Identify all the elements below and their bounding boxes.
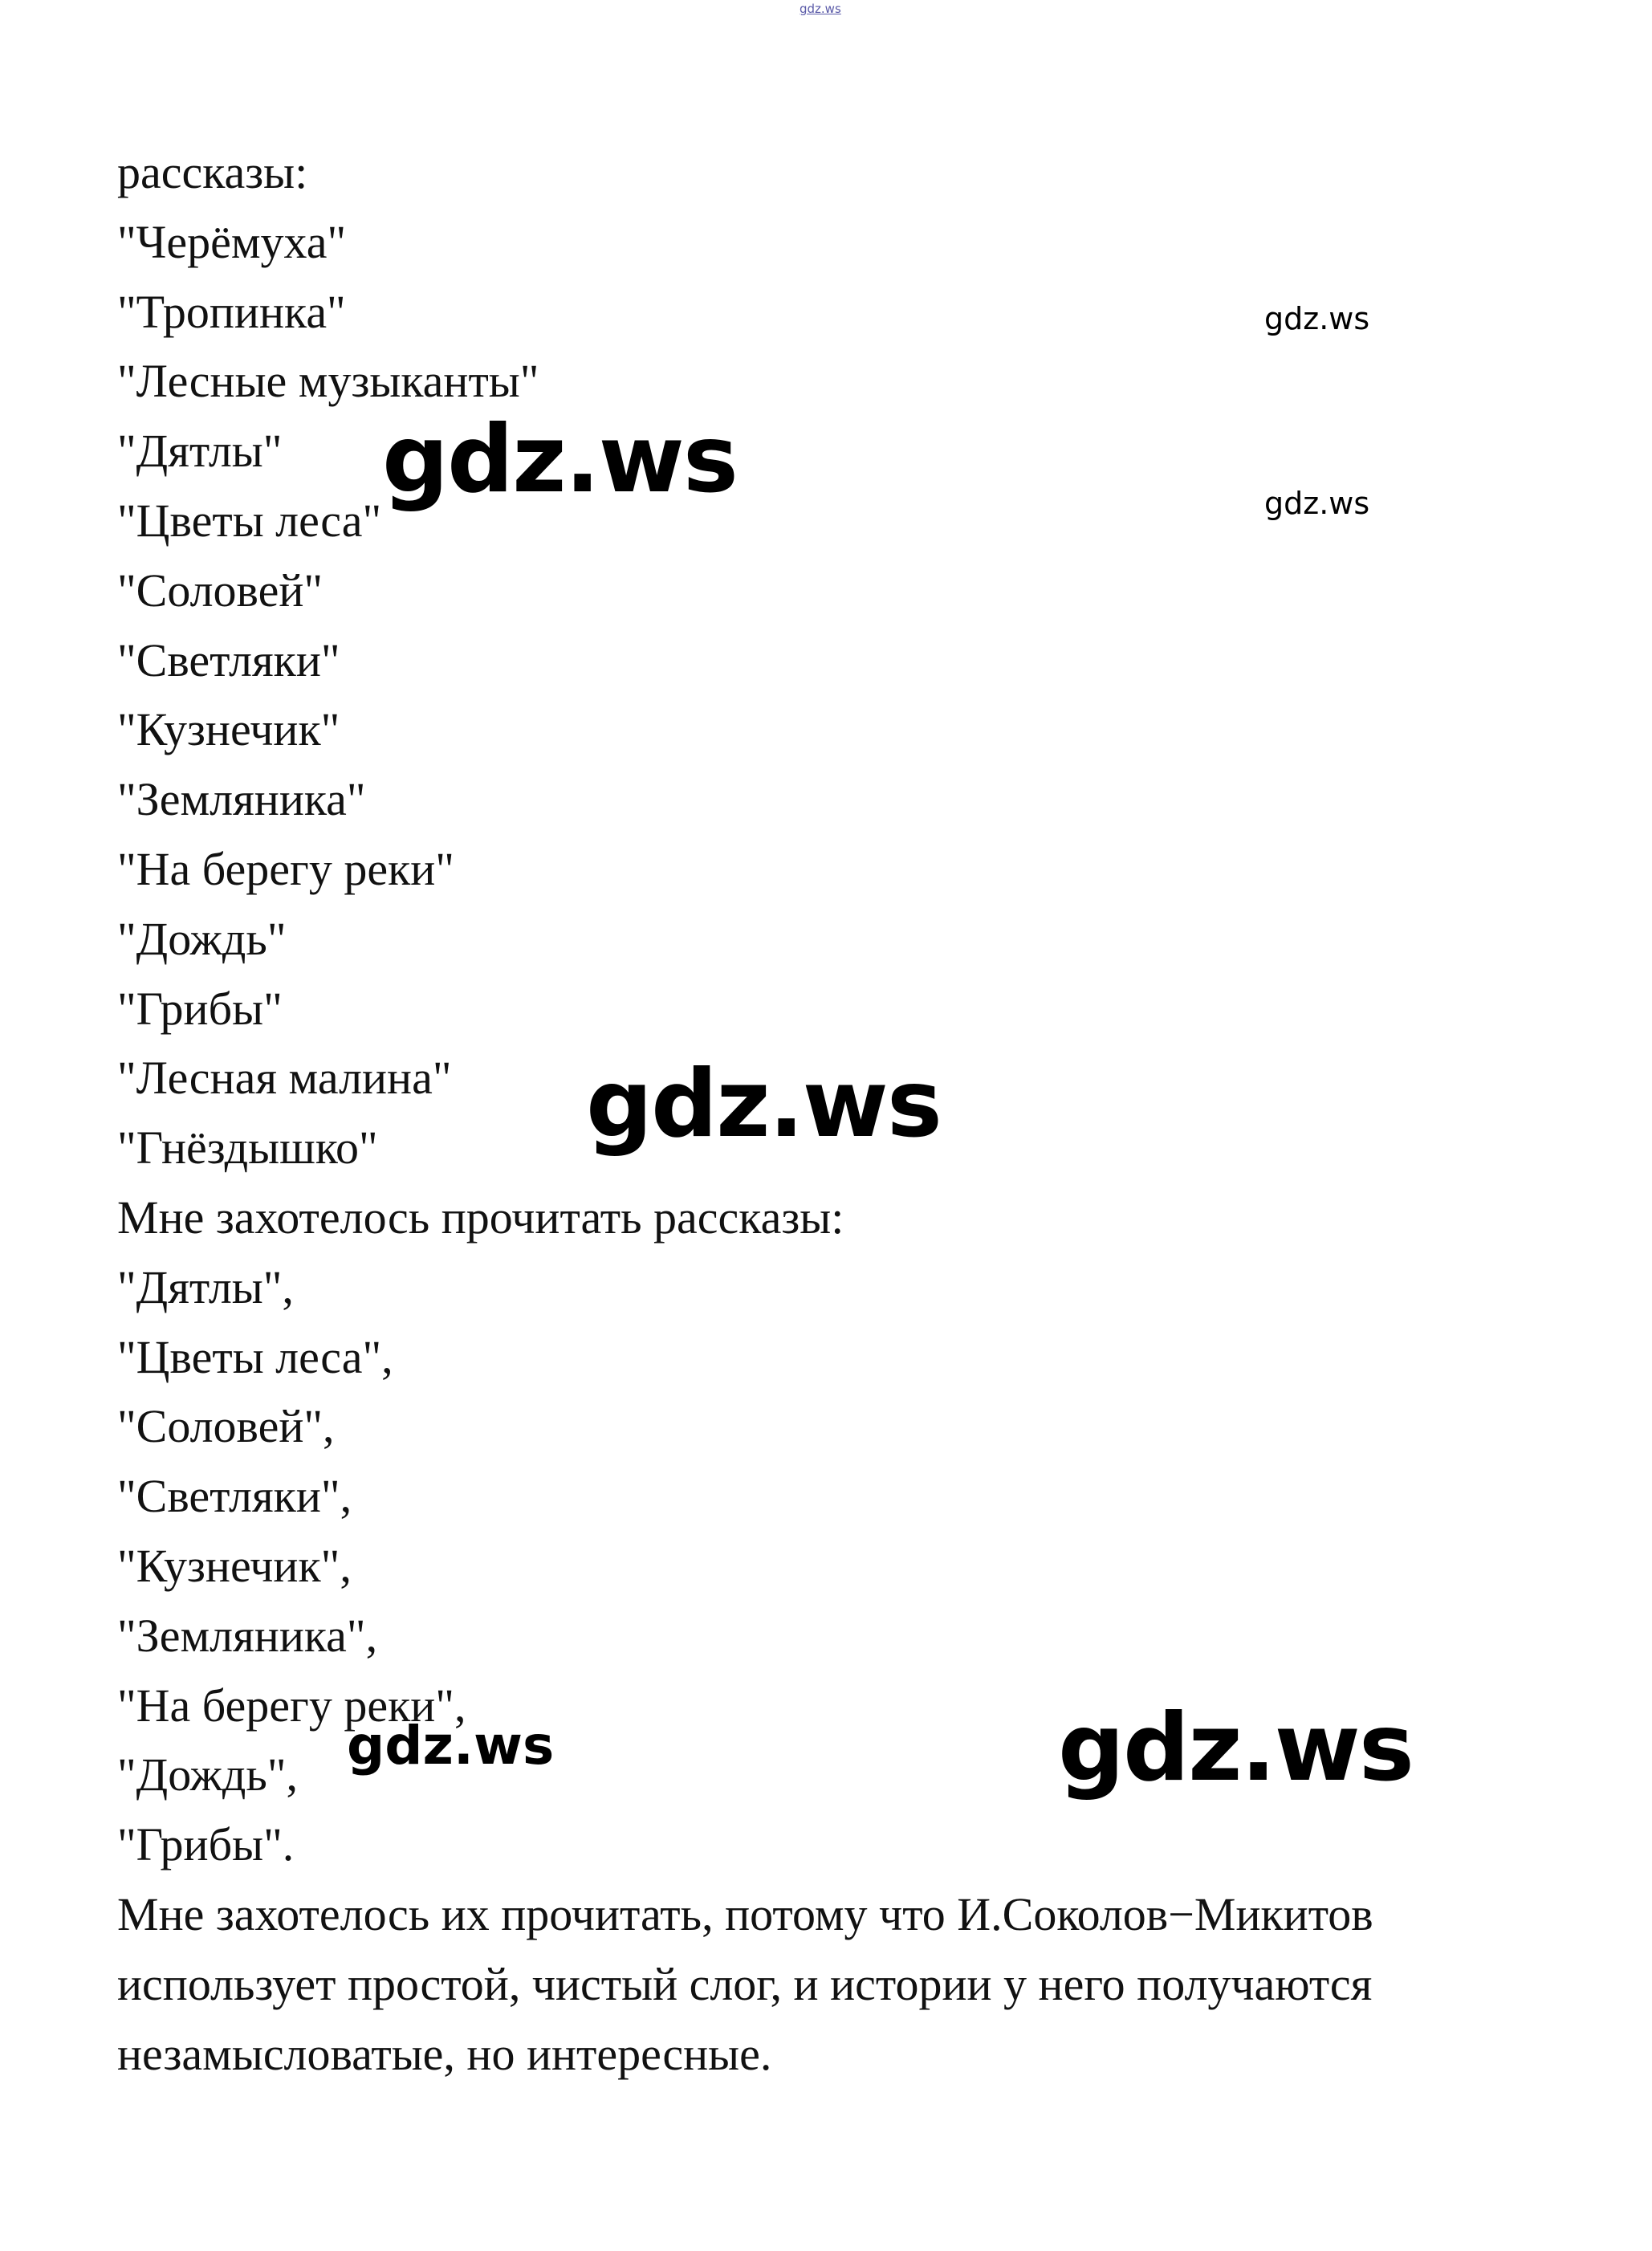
chosen-story-title: "На берегу реки", [117, 1679, 466, 1732]
story-title: "Тропинка" [117, 285, 346, 338]
watermark-medium: gdz.ws [347, 1715, 555, 1777]
text-line: Мне захотелось их прочитать, потому что И.Соколов−Микитов [117, 1887, 1373, 1940]
story-title: "Гнёздышко" [117, 1121, 378, 1174]
story-title: "Дождь" [117, 912, 287, 965]
document-body [117, 138, 1482, 2089]
story-title: "Лесная малина" [117, 1052, 452, 1105]
story-title: "Кузнечик" [117, 703, 340, 756]
text-line: Мне захотелось прочитать рассказы: [117, 1191, 844, 1244]
watermark-small: gdz.ws [1264, 301, 1370, 336]
watermark-large: gdz.ws [1058, 1694, 1413, 1802]
story-title: "Грибы" [117, 982, 283, 1035]
story-title: "На берегу реки" [117, 842, 454, 895]
story-title: "Черёмуха" [117, 215, 347, 268]
story-title: "Соловей" [117, 564, 323, 617]
chosen-story-title: "Цветы леса", [117, 1330, 393, 1383]
story-title: "Светляки" [117, 633, 340, 686]
story-title: "Земляника" [117, 773, 366, 826]
watermark-small: gdz.ws [1264, 486, 1370, 521]
chosen-story-title: "Соловей", [117, 1400, 335, 1453]
chosen-story-title: "Кузнечик", [117, 1539, 352, 1592]
chosen-story-title: "Дождь", [117, 1748, 299, 1801]
chosen-story-title: "Светляки", [117, 1470, 352, 1523]
story-title: "Лесные музыканты" [117, 355, 539, 408]
chosen-story-title: "Дятлы", [117, 1260, 294, 1313]
text-line: рассказы: [117, 146, 308, 198]
chosen-story-title: "Грибы". [117, 1818, 295, 1871]
text-line: незамысловатые, но интересные. [117, 2027, 772, 2080]
chosen-story-title: "Земляника", [117, 1609, 378, 1662]
story-title: "Дятлы" [117, 425, 283, 478]
text-line: использует простой, чистый слог, и истории у него получаются [117, 1957, 1373, 2010]
watermark-top: gdz.ws [800, 2, 841, 16]
story-title: "Цветы леса" [117, 494, 382, 547]
watermark-large: gdz.ws [382, 405, 737, 514]
watermark-large: gdz.ws [586, 1050, 941, 1158]
